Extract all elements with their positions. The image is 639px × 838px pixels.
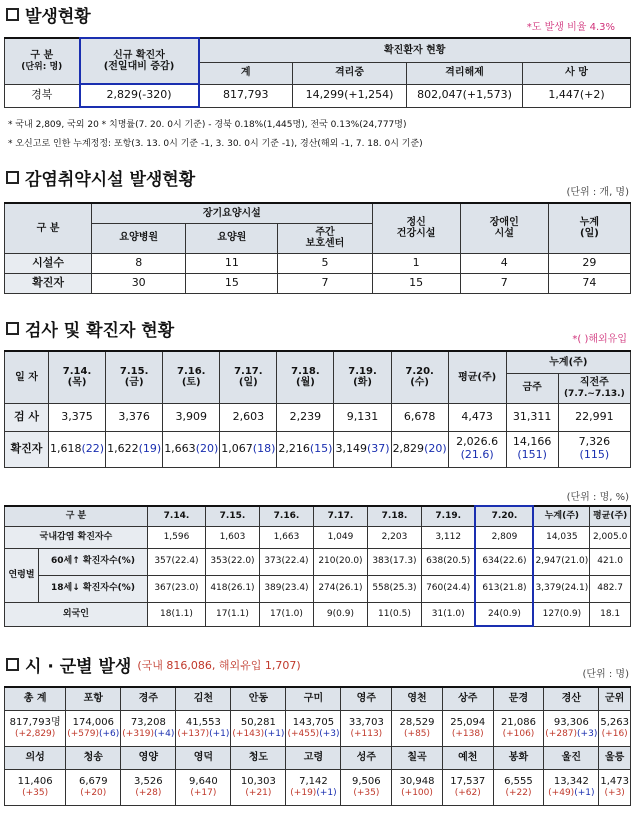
city-value: 28,529 (+85) xyxy=(392,710,443,746)
city-name: 영양 xyxy=(121,746,176,769)
section-title-occurrence xyxy=(6,2,91,27)
row-isolation: 14,299(+1,254) xyxy=(293,84,407,107)
city-name-row xyxy=(5,687,631,710)
col-ltc-header: 장기요양시설 xyxy=(92,203,372,223)
city-value: 5,263 (+16) xyxy=(599,710,631,746)
col-disabled-header: 장애인 시설 xyxy=(460,203,548,253)
table-row: 확진자 30 15 7 15 7 74 xyxy=(5,273,631,293)
city-name: 군위 xyxy=(599,687,631,710)
city-name: 경주 xyxy=(121,687,176,710)
city-value: 50,281 (+143)(+1) xyxy=(231,710,286,746)
occurrence-table xyxy=(4,37,631,108)
section-title-facilities xyxy=(6,165,195,190)
city-value: 41,553 (+137)(+1) xyxy=(176,710,231,746)
col-cum-header: 누계 (일) xyxy=(548,203,630,253)
city-name: 의성 xyxy=(5,746,66,769)
city-value: 25,094 (+138) xyxy=(442,710,493,746)
checkbox-square-icon xyxy=(6,171,19,184)
city-name-row xyxy=(5,746,631,769)
section-title-cities xyxy=(6,652,301,677)
city-name: 영덕 xyxy=(176,746,231,769)
section-title-text: 검사 및 확진자 현황 xyxy=(25,321,175,341)
city-name: 문경 xyxy=(493,687,544,710)
city-value: 817,793명 (+2,829) xyxy=(5,710,66,746)
col-release-header: 격리해제 xyxy=(407,62,523,84)
col-cum-header: 누계(주) xyxy=(506,351,630,373)
city-value-row xyxy=(5,710,631,746)
confirmed-row: 확진자 1,618(22) 1,622(19) 1,663(20) 1,067(18) 2,216(15) 3,149(37) 2,829(20) 2,026.6 (21.6) 14,166 (151) 7,326 (115) xyxy=(5,431,631,467)
city-name: 구미 xyxy=(286,687,341,710)
table-row: 외국인 18(1.1) 17(1.1) 17(1.0) 9(0.9) 11(0.5) 31(1.0) 24(0.9) 127(0.9) 18.1 xyxy=(5,602,631,626)
city-name: 영주 xyxy=(341,687,392,710)
row-total: 817,793 xyxy=(199,84,293,107)
city-value: 33,703 (+113) xyxy=(341,710,392,746)
col-avg-header: 평균(주) xyxy=(448,351,506,403)
city-value: 17,537 (+62) xyxy=(442,769,493,805)
col-avg-header: 평균(주) xyxy=(590,506,631,526)
city-value: 73,208 (+319)(+4) xyxy=(121,710,176,746)
age-table: 구 분 7.14. 7.15. 7.16. 7.17. 7.18. 7.19. 7.20. 누계(주) 평균(주) 국내감염 확진자수 1,596 1,603 1,663 1,049 2,203 3,112 2,809 14,035 2,005.0 연령별 60세↑ 확진자수(%) 357(22.4) 353(22.0) 373(22.4) 210(20.0) 383(17.3) 638(20.5) 634(22.6) 2,947(21.0) 421.0 18세↓ 확진자수(%) 367(23.0) 418(26.1) 389(23.4) 274(26.1) 558(25.3) 760(24.4) 613(21.8) 3,379(24.1) 482.7 외국인 18(1.1) 17(1.1) 17(1.0) 9(0.9) 11(0.5) 31(1.0) 24(0.9) 127(0.9) 18.1 xyxy=(4,505,631,627)
city-name: 울진 xyxy=(544,746,599,769)
col-total-header: 계 xyxy=(199,62,293,84)
city-value: 3,526 (+28) xyxy=(121,769,176,805)
row-release: 802,047(+1,573) xyxy=(407,84,523,107)
city-value: 9,506 (+35) xyxy=(341,769,392,805)
checkbox-square-icon xyxy=(6,658,19,671)
col-mental-header: 정신 건강시설 xyxy=(372,203,460,253)
col-region-header: 구 분 (단위: 명) xyxy=(5,38,80,84)
city-name: 청송 xyxy=(66,746,121,769)
city-name: 칠곡 xyxy=(392,746,443,769)
city-value: 6,555 (+22) xyxy=(493,769,544,805)
col-date-header: 일 자 xyxy=(5,351,49,403)
city-value: 6,679 (+20) xyxy=(66,769,121,805)
section-title-text: 시 · 군별 발생 xyxy=(25,657,132,677)
col-isolation-header: 격리중 xyxy=(293,62,407,84)
city-name: 총 계 xyxy=(5,687,66,710)
city-value-row xyxy=(5,769,631,805)
city-name: 성주 xyxy=(341,746,392,769)
city-name: 포항 xyxy=(66,687,121,710)
city-name: 고령 xyxy=(286,746,341,769)
col-new-header: 신규 확진자 (전일대비 증감) xyxy=(80,38,199,84)
age-table-unit: (단위 : 명, %) xyxy=(566,492,629,503)
section-title-text: 감염취약시설 발생현황 xyxy=(25,170,196,190)
table-row: 18세↓ 확진자수(%) 367(23.0) 418(26.1) 389(23.4) 274(26.1) 558(25.3) 760(24.4) 613(21.8) 3,379(24.1) 482.7 xyxy=(5,575,631,602)
city-value: 143,705 (+455)(+3) xyxy=(286,710,341,746)
col-day-header: 주간 보호센터 xyxy=(278,223,372,253)
city-name: 청도 xyxy=(231,746,286,769)
col-status-group-header: 확진환자 현황 xyxy=(199,38,631,62)
row-death: 1,447(+2) xyxy=(523,84,631,107)
city-value: 13,342 (+49)(+1) xyxy=(544,769,599,805)
city-name: 김천 xyxy=(176,687,231,710)
city-name: 봉화 xyxy=(493,746,544,769)
col-hosp-header: 요양병원 xyxy=(92,223,186,253)
overseas-note: *( )해외유입 xyxy=(572,334,627,345)
col-div-header: 구 분 xyxy=(5,506,148,526)
city-value: 9,640 (+17) xyxy=(176,769,231,805)
city-value: 10,303 (+21) xyxy=(231,769,286,805)
city-value: 7,142 (+19)(+1) xyxy=(286,769,341,805)
col-div-header: 구 분 xyxy=(5,203,92,253)
col-home-header: 요양원 xyxy=(186,223,278,253)
table-row: 연령별 60세↑ 확진자수(%) 357(22.4) 353(22.0) 373(22.4) 210(20.0) 383(17.3) 638(20.5) 634(22.6) 2,947(21.0) 421.0 xyxy=(5,548,631,575)
table-row: 국내감염 확진자수 1,596 1,603 1,663 1,049 2,203 3,112 2,809 14,035 2,005.0 xyxy=(5,526,631,548)
section-title-text: 발생현황 xyxy=(25,7,91,27)
city-value: 93,306 (+287)(+3) xyxy=(544,710,599,746)
col-death-header: 사 망 xyxy=(523,62,631,84)
city-name: 영천 xyxy=(392,687,443,710)
section-title-tests xyxy=(6,316,174,341)
cities-unit: (단위 : 명) xyxy=(582,669,629,680)
footnote-2: * 오신고로 인한 누계정정: 포항(3. 13. 0시 기준 -1, 3. 30. 0시 기준 -1), 경산(해외 -1, 7. 18. 0시 기준) xyxy=(8,139,423,149)
col-thisweek-header: 금주 xyxy=(506,373,558,403)
facilities-unit: (단위 : 개, 명) xyxy=(566,187,629,198)
city-value: 1,473 (+3) xyxy=(599,769,631,805)
tests-table: 일 자 7.14. (목) 7.15. (금) 7.16. (토) 7.17. (일) 7.18. (월) 7.19. (화) 7.20. (수) 평균(주) 누계(주) 금주 직전주 (7.7.~7.13.) 검 사 3,375 3,376 3,909 2,603 2,239 9,131 6,678 4,473 31,311 22,991 확진자 1,618(22) 1,622(19) 1,663(20) 1,067(18) 2,216(15) 3,149(37) 2,829(20) 2,026.6 (21.6) 14,166 (151) 7,326 (115) xyxy=(4,350,631,468)
footnote-1: * 국내 2,809, 국외 20 * 치명률(7. 20. 0시 기준) - 경북 0.18%(1,445명), 전국 0.13%(24,777명) xyxy=(8,120,407,130)
province-ratio-note: *도 발생 비율 4.3% xyxy=(526,22,615,33)
city-name: 경산 xyxy=(544,687,599,710)
city-value: 174,006 (+579)(+6) xyxy=(66,710,121,746)
facilities-table xyxy=(4,202,631,294)
row-region: 경북 xyxy=(5,84,80,107)
tests-row: 검 사 3,375 3,376 3,909 2,603 2,239 9,131 6,678 4,473 31,311 22,991 xyxy=(5,403,631,431)
col-cum-header: 누계(주) xyxy=(533,506,589,526)
cities-table xyxy=(4,686,631,806)
city-name: 안동 xyxy=(231,687,286,710)
section-title-note: (국내 816,086, 해외유입 1,707) xyxy=(137,658,301,672)
city-name: 울릉 xyxy=(599,746,631,769)
city-name: 예천 xyxy=(442,746,493,769)
table-row: 시설수 8 11 5 1 4 29 xyxy=(5,253,631,273)
checkbox-square-icon xyxy=(6,8,19,21)
city-value: 30,948 (+100) xyxy=(392,769,443,805)
col-prevweek-header: 직전주 (7.7.~7.13.) xyxy=(558,373,630,403)
city-value: 21,086 (+106) xyxy=(493,710,544,746)
city-value: 11,406 (+35) xyxy=(5,769,66,805)
row-new: 2,829(-320) xyxy=(80,84,199,107)
city-name: 상주 xyxy=(442,687,493,710)
checkbox-square-icon xyxy=(6,322,19,335)
